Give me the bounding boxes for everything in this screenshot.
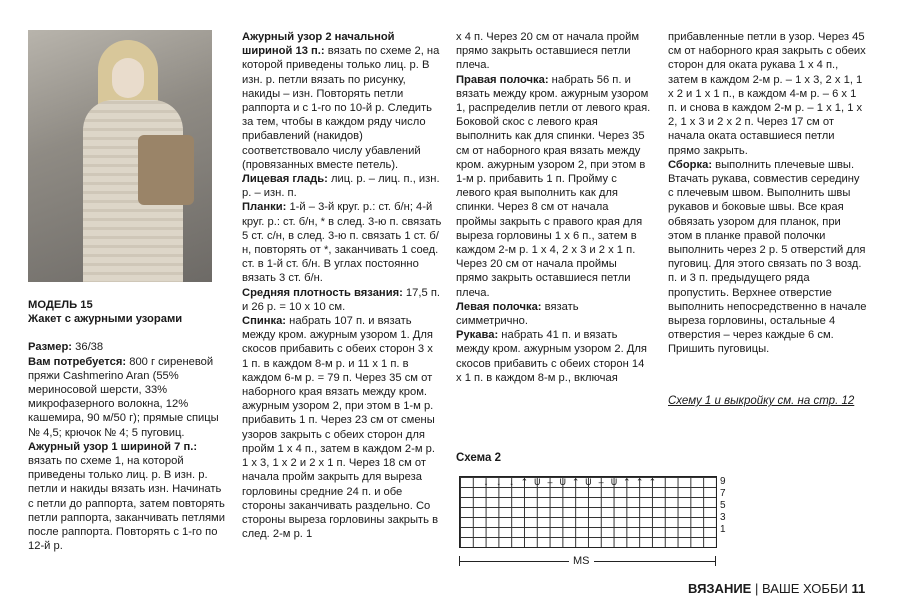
photo-bag <box>138 135 194 205</box>
footer-magazine: ВАШЕ ХОББИ <box>761 581 848 596</box>
column-3 <box>456 30 652 385</box>
back-value: набрать 107 п. и вязать между кром. ажурным узором 1. Для скосов прибавить с обеих сторон 3 х 1 п. в каждом 8-м р. и 11 х 1 п. в каждом 6-м р. = 79 п. Через 35 см от наборного края вязать между кром. ажурным узором 2, при этом в 1-м р. прибавить 1 п. Через 23 см от смены узоров закрыть с обеих сторон для пройм 1 х 4 п., затем в каждом 2-м р. 1 х 3, 1 х 2 и 2 х 1 п. Через 18 см от начала пройм закрыть для выреза горловины средние 24 п. и обе стороны заканчивать раздельно. Со стороны выреза горловины закрыть в след. 2-м р. 1 <box>242 315 439 541</box>
stockinette-value: лиц. р. – лиц. п., изн. р. – изн. п. <box>242 173 440 200</box>
chart-symbol: U <box>610 477 618 487</box>
footer-separator: | <box>751 581 762 596</box>
density-paragraph <box>242 286 442 314</box>
footer-page-number: 11 <box>851 581 866 596</box>
pattern1-label: Ажурный узор 1 шириной 7 п.: <box>28 440 198 453</box>
chart-symbol: – <box>547 477 553 487</box>
back-continuation: х 4 п. Через 20 см от начала пройм прямо закрыть оставшиеся петли плеча. <box>456 31 640 72</box>
materials-paragraph <box>28 355 228 440</box>
left-front-value: вязать симметрично. <box>456 300 579 328</box>
chart-symbol: ⌃ <box>520 477 529 487</box>
chart-symbol: ⌃ <box>648 477 657 487</box>
assembly-value: выполнить плечевые швы. Втачать рукава, совместив середину с плечевым швом. Выполнить швы рукавов и боковые швы. Все края обвязать узором для планок, при этом в планке правой полочки выполнить через 2 р. 5 отверстий для пуговиц. Для этого связать по 3 возд. п. и 3 п. предыдущего ряда пропустить. Верхнее отверстие выполнить непосредственно в начале выреза горловины, остальные 4 отверстия – через каждые 6 см. Пришить пуговицы. <box>668 158 867 356</box>
density-label: Средняя плотность вязания: <box>242 286 403 299</box>
chart-row-number: 5 <box>720 500 726 511</box>
chart-symbol: ↓ <box>483 477 489 487</box>
column-1 <box>28 298 228 553</box>
model-subtitle: Жакет с ажурными узорами <box>28 313 183 326</box>
size-value: 36/38 <box>72 341 104 354</box>
left-front-label: Левая полочка: <box>456 300 542 313</box>
chart-symbol: U <box>559 477 567 487</box>
back-label: Спинка: <box>242 315 287 328</box>
chart-symbol: ⌃ <box>635 477 644 487</box>
photo-face <box>112 58 144 98</box>
page-footer <box>688 581 865 596</box>
size-paragraph <box>28 340 228 354</box>
sleeves-value: набрать 41 п. и вязать между кром. ажурным узором 2. Для скосов прибавить с обеих сторон 14 х 1 п. в каждом 8-м р., включая <box>456 329 647 384</box>
footer-section: ВЯЗАНИЕ <box>688 581 752 596</box>
pattern1-paragraph <box>28 440 228 554</box>
chart-symbol: U <box>585 477 592 487</box>
chart-symbol: ↓ <box>509 477 514 487</box>
pattern1-value: вязать по схеме 1, на которой приведены только лиц. р. В изн. р. петли и накиды вязать изн. Начинать с петли до раппорта, затем повторять петли раппорта, заканчивать петлями после раппорта. Повторять с 1-го по 12-й р. <box>28 455 226 553</box>
chart-row-numbers <box>720 476 726 536</box>
chart-row-number: 1 <box>720 524 726 535</box>
bands-value: 1-й – 3-й круг. р.: ст. б/н; 4-й круг. р.: ст. б/н, * в след. 3-ю п. связать 5 ст. с/н, в след. 3-ю п. связать 1 ст. б/н, повторять от *, заканчивать 1 соед. ст. в 1-й ст. б/н. В углах постоянно вязать 3 ст. б/н. <box>242 201 442 285</box>
repeat-marker <box>459 556 716 566</box>
chart-row-number: 9 <box>720 476 726 487</box>
chart-symbol: U <box>533 477 541 487</box>
back-paragraph <box>242 314 442 541</box>
chart-symbol: ⌃ <box>571 477 580 487</box>
assembly-paragraph <box>668 158 868 357</box>
right-front-label: Правая полочка: <box>456 73 549 86</box>
stockinette-paragraph <box>242 172 442 200</box>
bands-paragraph <box>242 200 442 285</box>
sleeves-paragraph <box>456 328 652 385</box>
density-value: 17,5 п. и 26 р. = 10 х 10 см. <box>242 286 440 313</box>
schema-reference-link[interactable]: Схему 1 и выкройку см. на стр. 12 <box>668 395 855 407</box>
pattern2-label: Ажурный узор 2 начальной шириной 13 п.: <box>242 31 395 58</box>
size-label: Размер: <box>28 341 73 354</box>
chart-symbol: ⌃ <box>623 477 631 487</box>
repeat-label: MS <box>569 555 594 567</box>
column-4 <box>668 30 868 357</box>
chart-symbol: – <box>598 477 604 487</box>
stockinette-label: Лицевая гладь: <box>242 173 328 186</box>
schema-title: Схема 2 <box>456 452 502 464</box>
bands-label: Планки: <box>242 201 287 214</box>
knitting-chart <box>459 476 717 548</box>
column-2 <box>242 30 442 541</box>
chart-symbol: ↓ <box>496 477 502 487</box>
sleeves-continuation: прибавленные петли в узор. Через 45 см от наборного края закрыть с обеих сторон для оката рукава 1 х 4 п., затем в каждом 2-м р. – 1 х 3, 2 х 1, 1 х 2 и 1 х 1 п., в каждом 4-м р. – 6 х 1 п. и снова в каждом 2-м р. – 1 х 1, 1 х 2, 1 х 3 и 2 х 2 п. Через 17 см от начала оката оставшиеся петли прямо закрыть. <box>668 31 866 157</box>
model-title: МОДЕЛЬ 15 <box>28 299 93 311</box>
right-front-paragraph <box>456 73 652 300</box>
right-front-value: набрать 56 п. и вязать между кром. ажурным узором 1, распределив петли от левого края. Боковой скос с левого края выполнить как для спинки. Через 35 см от наборного края вязать между кром. ажурным узором 2, при этом в 1-м р. прибавить 1 п. Пройму с левого края выполнить как для спинки. Через 8 см от начала проймы закрыть с правого края для выреза горловины 1 х 6 п., затем в каждом 2-м р. 1 х 4, 2 х 3 и 2 х 1 п. Через 20 см от начала проймы прямо закрыть оставшиеся петли плеча. <box>456 73 651 299</box>
materials-label: Вам потребуется: <box>28 355 127 368</box>
assembly-label: Сборка: <box>668 158 713 171</box>
chart-row-number: 3 <box>720 512 726 523</box>
pattern2-value: вязать по схеме 2, на которой приведены только лиц. р. В изн. р. петли вязать по рисунку, накиды – изн. Повторять петли раппорта и с 1-го по 10-й р. Следить за тем, чтобы в каждом ряду число прибавлений (накидов) соответствовало числу убавлений (провязанных вместе петель). <box>242 45 440 171</box>
sleeves-label: Рукава: <box>456 329 499 342</box>
chart-row-number: 7 <box>720 488 726 499</box>
materials-value: 800 г сиреневой пряжи Cashmerino Aran (55% мериносовой шерсти, 33% микрофазерного волокна, 12% кашемира, 90 м/50 г); прямые спицы № 4,5; крючок № 4; 5 пуговиц. <box>28 355 219 439</box>
left-front-paragraph <box>456 300 652 328</box>
pattern2-paragraph <box>242 30 442 172</box>
model-photo <box>28 30 212 282</box>
